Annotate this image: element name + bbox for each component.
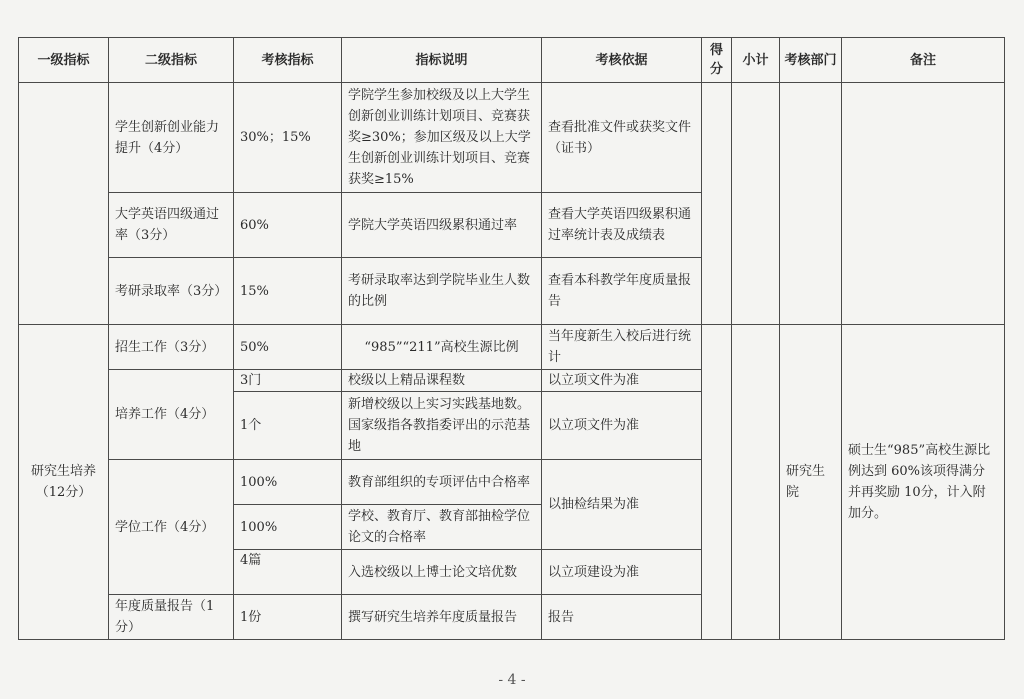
desc-cell: 教育部组织的专项评估中合格率	[342, 460, 542, 505]
metric-cell: 15%	[234, 258, 342, 325]
subtotal-cell	[732, 325, 780, 640]
header-row	[19, 38, 1005, 83]
basis-cell: 报告	[542, 595, 702, 640]
desc-cell: 校级以上精品课程数	[342, 370, 542, 392]
desc-cell: 新增校级以上实习实践基地数。国家级指各教指委评出的示范基地	[342, 392, 542, 460]
level2-cell: 大学英语四级通过率（3分）	[109, 193, 234, 258]
metric-cell: 60%	[234, 193, 342, 258]
metric-cell: 1个	[234, 392, 342, 460]
level2-cell: 考研录取率（3分）	[109, 258, 234, 325]
metric-cell: 100%	[234, 460, 342, 505]
basis-cell: 以立项建设为准	[542, 550, 702, 595]
score-cell	[702, 325, 732, 640]
basis-cell: 以立项文件为准	[542, 370, 702, 392]
header-score: 得分	[702, 38, 732, 83]
level1-cell: 研究生培养（12分）	[19, 325, 109, 640]
score-cell	[702, 83, 732, 325]
header-basis: 考核依据	[542, 38, 702, 83]
desc-cell: 考研录取率达到学院毕业生人数的比例	[342, 258, 542, 325]
header-dept: 考核部门	[780, 38, 842, 83]
desc-cell: 学院学生参加校级及以上大学生创新创业训练计划项目、竞赛获奖≥30%；参加区级及以上大学生创新创业训练计划项目、竞赛获奖≥15%	[342, 83, 542, 193]
header-level2: 二级指标	[109, 38, 234, 83]
table-row	[19, 325, 1005, 370]
desc-cell: “985”“211”高校生源比例	[342, 325, 542, 370]
dept-cell-empty	[780, 83, 842, 325]
desc-cell: 学校、教育厅、教育部抽检学位论文的合格率	[342, 505, 542, 550]
level2-cell: 招生工作（3分）	[109, 325, 234, 370]
header-subtotal: 小计	[732, 38, 780, 83]
level1-cell-empty	[19, 83, 109, 325]
basis-cell: 查看批准文件或获奖文件（证书）	[542, 83, 702, 193]
basis-cell: 以抽检结果为准	[542, 460, 702, 550]
metric-cell: 30%；15%	[234, 83, 342, 193]
metric-cell: 1份	[234, 595, 342, 640]
remark-cell-empty	[842, 83, 1005, 325]
level2-cell: 学位工作（4分）	[109, 460, 234, 595]
basis-cell: 当年度新生入校后进行统计	[542, 325, 702, 370]
metric-cell: 4篇	[234, 550, 342, 595]
level2-cell: 年度质量报告（1分）	[109, 595, 234, 640]
desc-cell: 学院大学英语四级累积通过率	[342, 193, 542, 258]
desc-cell: 撰写研究生培养年度质量报告	[342, 595, 542, 640]
remark-cell: 硕士生“985”高校生源比例达到 60%该项得满分并再奖励 10分，计入附加分。	[842, 325, 1005, 640]
basis-cell: 以立项文件为准	[542, 392, 702, 460]
subtotal-cell	[732, 83, 780, 325]
table-row	[19, 83, 1005, 193]
dept-cell: 研究生院	[780, 325, 842, 640]
metric-cell: 100%	[234, 505, 342, 550]
assessment-table	[18, 37, 1005, 640]
metric-cell: 50%	[234, 325, 342, 370]
header-metric: 考核指标	[234, 38, 342, 83]
basis-cell: 查看本科教学年度质量报告	[542, 258, 702, 325]
header-desc: 指标说明	[342, 38, 542, 83]
level2-cell: 学生创新创业能力提升（4分）	[109, 83, 234, 193]
header-level1: 一级指标	[19, 38, 109, 83]
basis-cell: 查看大学英语四级累积通过率统计表及成绩表	[542, 193, 702, 258]
header-remark: 备注	[842, 38, 1005, 83]
desc-cell: 入选校级以上博士论文培优数	[342, 550, 542, 595]
page-number: - 4 -	[498, 672, 526, 688]
metric-cell: 3门	[234, 370, 342, 392]
level2-cell: 培养工作（4分）	[109, 370, 234, 460]
